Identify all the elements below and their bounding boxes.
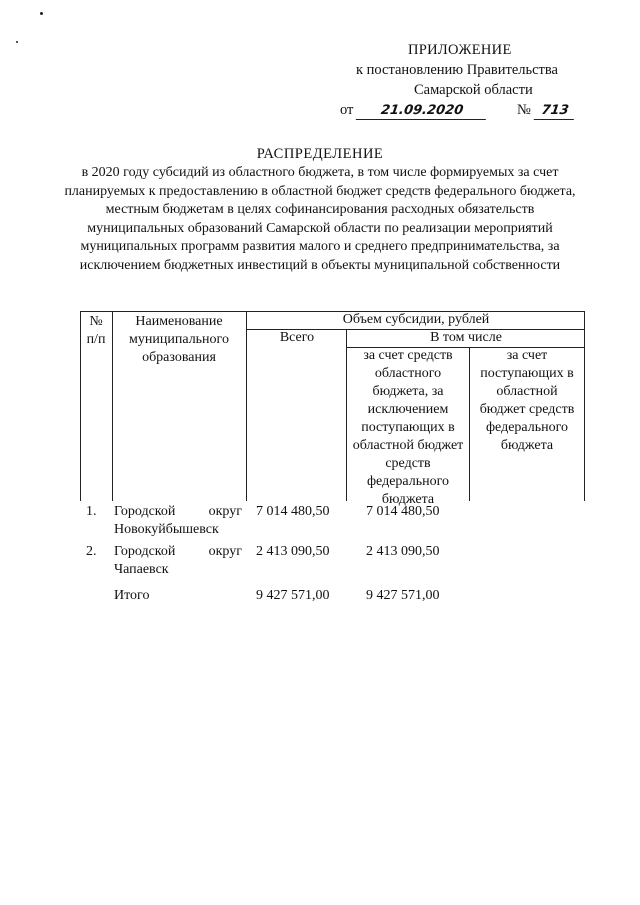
row-regional: 2 413 090,50 bbox=[366, 544, 440, 559]
row-name: Городской округ Чапаевск bbox=[114, 544, 242, 577]
row-regional: 9 427 571,00 bbox=[366, 588, 440, 603]
header-total: Всего bbox=[279, 330, 315, 345]
header-volume: Объем субсидии, рублей bbox=[342, 312, 490, 327]
handwritten-number: 713 bbox=[534, 102, 577, 120]
header-name: Наименование муниципального образования bbox=[129, 314, 229, 365]
appendix-title: ПРИЛОЖЕНИЕ bbox=[408, 42, 512, 58]
scan-speck bbox=[40, 12, 43, 15]
header-regional: за счет средств областного бюджета, за исключением поступающих в областной бюджет средств федерального бюджета bbox=[352, 348, 464, 507]
row-total: 9 427 571,00 bbox=[256, 588, 330, 603]
header-num: № п/п bbox=[86, 314, 106, 347]
number-prefix: № bbox=[517, 102, 531, 118]
scan-speck bbox=[16, 41, 18, 43]
row-name: Городской округ Новокуйбышевск bbox=[114, 504, 242, 537]
appendix-date-line bbox=[340, 100, 575, 120]
appendix-line-1: к постановлению Правительства bbox=[356, 62, 558, 78]
row-total: 2 413 090,50 bbox=[256, 544, 330, 559]
row-total: 7 014 480,50 bbox=[256, 504, 330, 519]
appendix-line-2: Самарской области bbox=[414, 82, 533, 98]
document-subtitle: в 2020 году субсидий из областного бюджета, в том числе формируемых за счет планируемых к предоставлению в областной бюджет средств федерального бюджета, местным бюджетам в целях софинансирования расходных обязательств муниципальных образований Самарской области по реализации мероприятий муниципальных программ развития малого и среднего предпринимательства, за исключением бюджетных инвестиций в объекты муниципальной собственности bbox=[64, 165, 576, 273]
row-num: 1. bbox=[86, 504, 97, 519]
date-prefix: от bbox=[340, 102, 354, 118]
row-regional: 7 014 480,50 bbox=[366, 504, 440, 519]
document-heading: РАСПРЕДЕЛЕНИЕ bbox=[256, 146, 384, 162]
row-num: 2. bbox=[86, 544, 97, 559]
handwritten-date: 21.09.2020 bbox=[356, 102, 489, 120]
row-name: Итого bbox=[114, 588, 150, 603]
header-federal: за счет поступающих в областной бюджет средств федерального бюджета bbox=[479, 348, 575, 453]
header-including: В том числе bbox=[430, 330, 502, 345]
